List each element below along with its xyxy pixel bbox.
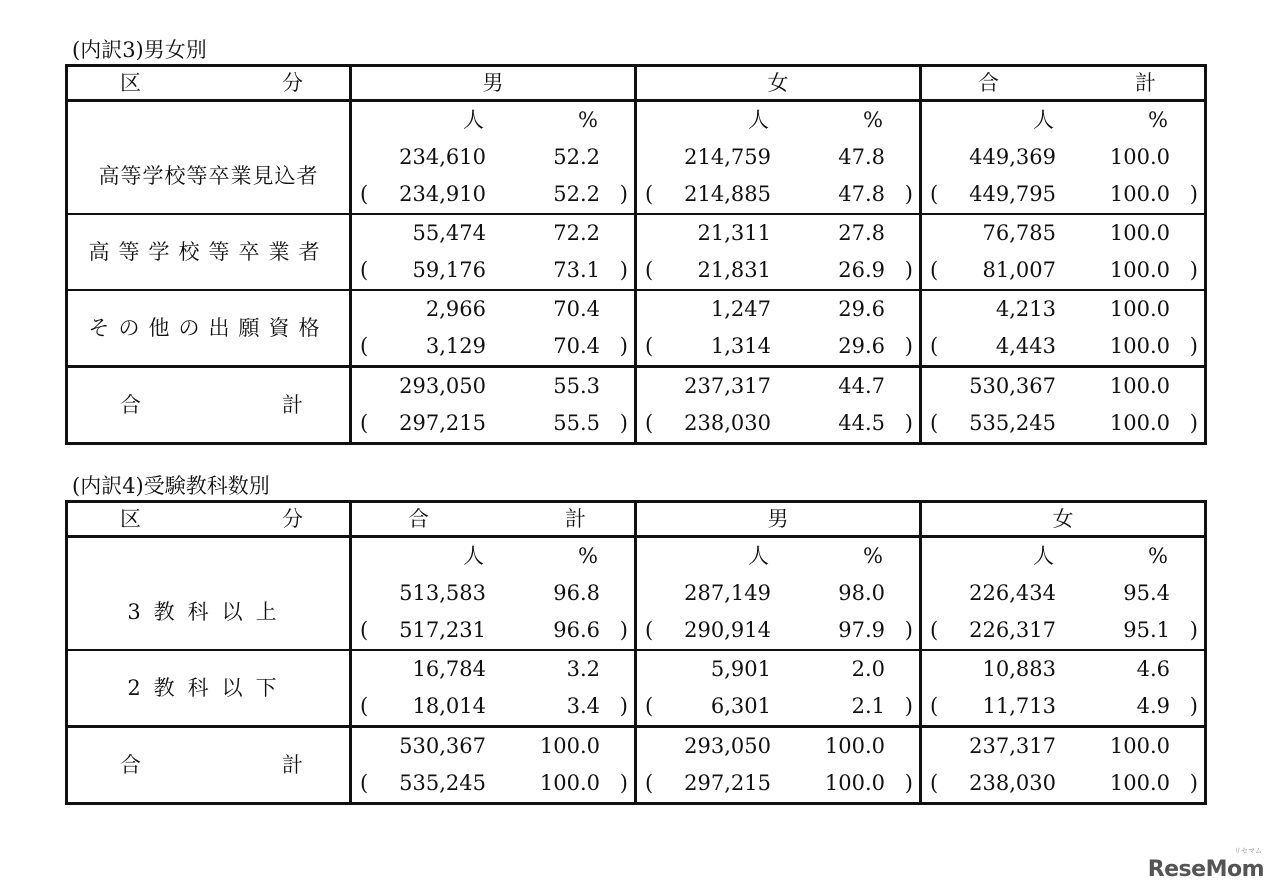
percent-value: 27.8 xyxy=(838,221,885,245)
header-total: 合 計 xyxy=(921,66,1206,101)
row-label: 3教科以上 xyxy=(127,600,290,624)
count-value: 517,231 xyxy=(399,618,486,642)
count-value: 234,610 xyxy=(399,145,486,169)
percent-value: 3.4 xyxy=(566,694,600,718)
table-row-previous: ( 517,231 96.6 ) ( 290,914 97.9 ) ( 226,317 95.1 ) xyxy=(67,612,1206,650)
count-value: 4,443 xyxy=(995,334,1056,358)
percent-value: 100.0 xyxy=(1109,771,1170,795)
percent-value: 100.0 xyxy=(824,734,885,758)
table-row-current xyxy=(67,290,1206,328)
row-label: 高等学校等卒業者 xyxy=(67,214,351,290)
row-label: その他の出願資格 xyxy=(67,290,351,367)
percent-value: 2.0 xyxy=(851,657,885,681)
count-value: 1,247 xyxy=(710,297,771,321)
count-value: 2,966 xyxy=(425,297,486,321)
count-value: 6,301 xyxy=(710,694,771,718)
total-row-previous: ( 297,215 55.5 ) ( 238,030 44.5 ) ( 535,245 100.0 ) xyxy=(67,405,1206,444)
percent-value: 97.9 xyxy=(838,618,885,642)
count-value: 226,434 xyxy=(969,581,1056,605)
unit-percent: % xyxy=(1148,108,1168,132)
total-row-current xyxy=(67,367,1206,406)
percent-value: 4.6 xyxy=(1136,657,1170,681)
percent-value: 29.6 xyxy=(838,297,885,321)
header-female: 女 xyxy=(636,66,921,101)
header-total: 合 計 xyxy=(351,502,636,537)
table-row-previous: ( 59,176 73.1 ) ( 21,831 26.9 ) ( 81,007 100.0 ) xyxy=(67,252,1206,290)
count-value: 293,050 xyxy=(684,734,771,758)
count-value: 10,883 xyxy=(982,657,1056,681)
count-value: 21,311 xyxy=(697,221,771,245)
header-male: 男 xyxy=(351,66,636,101)
count-value: 4,213 xyxy=(995,297,1056,321)
count-value: 55,474 xyxy=(412,221,486,245)
percent-value: 100.0 xyxy=(1109,221,1170,245)
total-label: 合 計 xyxy=(67,367,351,444)
watermark-logo: ReseMom xyxy=(1147,857,1264,882)
unit-percent: % xyxy=(578,108,598,132)
percent-value: 72.2 xyxy=(553,221,600,245)
percent-value: 96.8 xyxy=(553,581,600,605)
percent-value: 47.8 xyxy=(838,182,885,206)
subject-count-table xyxy=(65,500,1207,805)
count-value: 535,245 xyxy=(399,771,486,795)
count-value: 1,314 xyxy=(710,334,771,358)
count-value: 297,215 xyxy=(684,771,771,795)
table-row-previous: ( 3,129 70.4 ) ( 1,314 29.6 ) ( 4,443 100.0 ) xyxy=(67,328,1206,367)
header-female: 女 xyxy=(921,502,1206,537)
count-value: 293,050 xyxy=(399,374,486,398)
count-value: 226,317 xyxy=(969,618,1056,642)
count-value: 237,317 xyxy=(684,374,771,398)
unit-percent: % xyxy=(863,108,883,132)
table-row xyxy=(67,101,1206,140)
percent-value: 2.1 xyxy=(851,694,885,718)
percent-value: 55.5 xyxy=(553,411,600,435)
percent-value: 100.0 xyxy=(1109,334,1170,358)
percent-value: 52.2 xyxy=(553,182,600,206)
percent-value: 100.0 xyxy=(1109,145,1170,169)
count-value: 238,030 xyxy=(684,411,771,435)
count-value: 21,831 xyxy=(697,258,771,282)
percent-value: 73.1 xyxy=(553,258,600,282)
table-body xyxy=(67,101,1206,444)
count-value: 287,149 xyxy=(684,581,771,605)
percent-value: 95.4 xyxy=(1123,581,1170,605)
count-value: 214,885 xyxy=(684,182,771,206)
unit-percent: % xyxy=(1148,544,1168,568)
unit-count: 人 xyxy=(1033,108,1054,132)
count-value: 214,759 xyxy=(684,145,771,169)
table-row-current xyxy=(67,214,1206,252)
count-value: 3,129 xyxy=(425,334,486,358)
percent-value: 70.4 xyxy=(553,297,600,321)
watermark-logo-sub: リセマム xyxy=(1234,847,1262,855)
table-header-row xyxy=(67,66,1206,101)
count-value: 449,369 xyxy=(969,145,1056,169)
percent-value: 100.0 xyxy=(539,771,600,795)
unit-count: 人 xyxy=(748,108,769,132)
count-value: 18,014 xyxy=(412,694,486,718)
percent-value: 100.0 xyxy=(1109,411,1170,435)
unit-percent: % xyxy=(863,544,883,568)
count-value: 76,785 xyxy=(982,221,1056,245)
count-value: 11,713 xyxy=(982,694,1056,718)
count-value: 237,317 xyxy=(969,734,1056,758)
count-value: 59,176 xyxy=(412,258,486,282)
percent-value: 100.0 xyxy=(1109,297,1170,321)
percent-value: 100.0 xyxy=(1109,258,1170,282)
total-row-current xyxy=(67,727,1206,766)
percent-value: 4.9 xyxy=(1136,694,1170,718)
gender-breakdown-table xyxy=(65,64,1207,445)
percent-value: 95.1 xyxy=(1123,618,1170,642)
count-value: 297,215 xyxy=(399,411,486,435)
unit-percent: % xyxy=(578,544,598,568)
count-value: 5,901 xyxy=(710,657,771,681)
table-row-current xyxy=(67,650,1206,688)
percent-value: 44.5 xyxy=(838,411,885,435)
count-value: 535,245 xyxy=(969,411,1056,435)
header-category: 区 分 xyxy=(67,66,351,101)
count-value: 81,007 xyxy=(982,258,1056,282)
header-male: 男 xyxy=(636,502,921,537)
row-label: 高等学校等卒業見込者 xyxy=(98,164,319,188)
percent-value: 3.2 xyxy=(566,657,600,681)
percent-value: 55.3 xyxy=(553,374,600,398)
percent-value: 47.8 xyxy=(838,145,885,169)
count-value: 513,583 xyxy=(399,581,486,605)
total-row-previous: ( 535,245 100.0 ) ( 297,215 100.0 ) ( 238,030 100.0 ) xyxy=(67,765,1206,804)
table-row-previous: ( 18,014 3.4 ) ( 6,301 2.1 ) ( 11,713 4.9 ) xyxy=(67,688,1206,727)
percent-value: 98.0 xyxy=(838,581,885,605)
count-value: 290,914 xyxy=(684,618,771,642)
unit-count: 人 xyxy=(748,544,769,568)
unit-count: 人 xyxy=(463,108,484,132)
table-row xyxy=(67,537,1206,576)
count-value: 530,367 xyxy=(399,734,486,758)
percent-value: 26.9 xyxy=(838,258,885,282)
count-value: 238,030 xyxy=(969,771,1056,795)
percent-value: 70.4 xyxy=(553,334,600,358)
count-value: 16,784 xyxy=(412,657,486,681)
unit-count: 人 xyxy=(463,544,484,568)
percent-value: 52.2 xyxy=(553,145,600,169)
total-label: 合 計 xyxy=(67,727,351,804)
table2-title: (内訳4)受験教科数別 xyxy=(72,474,270,498)
percent-value: 100.0 xyxy=(1109,182,1170,206)
percent-value: 100.0 xyxy=(1109,374,1170,398)
percent-value: 100.0 xyxy=(824,771,885,795)
row-label: 2教科以下 xyxy=(67,650,351,727)
percent-value: 29.6 xyxy=(838,334,885,358)
percent-value: 96.6 xyxy=(553,618,600,642)
percent-value: 100.0 xyxy=(1109,734,1170,758)
count-value: 530,367 xyxy=(969,374,1056,398)
table-header-row xyxy=(67,502,1206,537)
table1-title: (内訳3)男女別 xyxy=(72,38,207,62)
percent-value: 44.7 xyxy=(838,374,885,398)
count-value: 234,910 xyxy=(399,182,486,206)
percent-value: 100.0 xyxy=(539,734,600,758)
unit-count: 人 xyxy=(1033,544,1054,568)
table-body xyxy=(67,537,1206,804)
header-category: 区 分 xyxy=(67,502,351,537)
count-value: 449,795 xyxy=(969,182,1056,206)
table-row-previous: ( 234,910 52.2 ) ( 214,885 47.8 ) ( 449,795 100.0 ) xyxy=(67,176,1206,214)
